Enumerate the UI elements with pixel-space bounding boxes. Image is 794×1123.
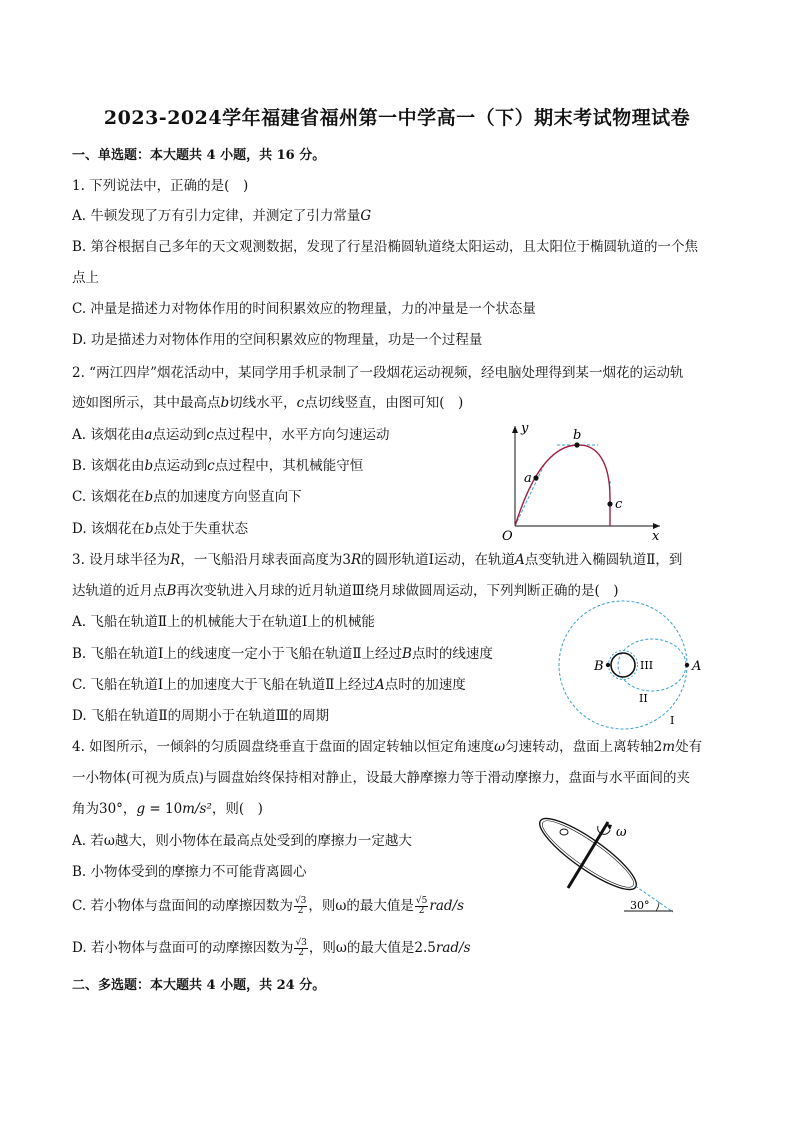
q4-stem-var: ω bbox=[494, 739, 506, 755]
q3-option-a: A. 飞船在轨道Ⅱ上的机械能大于在轨道Ⅰ上的机械能 bbox=[72, 614, 375, 630]
point-c bbox=[607, 501, 612, 506]
q2-option-d bbox=[72, 520, 248, 538]
q2-option-text: A. 该烟花由 bbox=[72, 427, 145, 443]
label-b: B bbox=[594, 659, 604, 674]
q4-stem-text: 角为30°， bbox=[72, 801, 137, 817]
q3-option-text: C. 飞船在轨道Ⅰ上的加速度大于飞船在轨道Ⅱ上经过 bbox=[72, 677, 375, 693]
q4-stem-text: 处有 bbox=[675, 739, 703, 755]
fraction-numerator: √3 bbox=[295, 938, 307, 948]
q3-stem-text: 达轨道的近月点 bbox=[72, 583, 167, 599]
q1-option-a-text: A. 牛顿发现了万有引力定律，并测定了引力常量 bbox=[72, 208, 361, 224]
q3-stem-text: 3. 设月球半径为 bbox=[72, 552, 171, 568]
q2-option-text: 点过程中，其机械能守恒 bbox=[214, 458, 364, 474]
fraction-denominator: 2 bbox=[418, 906, 425, 916]
q2-option-var: b bbox=[144, 521, 154, 537]
label-x: x bbox=[652, 529, 660, 542]
q4-option-b: B. 小物体受到的摩擦力不可能背离圆心 bbox=[72, 864, 307, 880]
q2-option-text: 点处于失重状态 bbox=[153, 521, 249, 537]
point-a bbox=[533, 475, 538, 480]
label-omega: ω bbox=[616, 825, 627, 840]
label-y: y bbox=[521, 421, 529, 436]
q2-trajectory-figure bbox=[500, 418, 670, 542]
q2-stem-text: 点切线竖直，由图可知( ) bbox=[304, 395, 464, 411]
q2-option-var: b bbox=[144, 458, 154, 474]
q2-option-text: 点的加速度方向竖直向下 bbox=[153, 489, 302, 505]
q2-option-b bbox=[72, 457, 363, 475]
q2-stem-line1: 2. “两江四岸”烟花活动中，某同学用手机录制了一段烟花运动视频，经电脑处理得到某一烟花的运动轨 bbox=[72, 365, 684, 381]
q4-tilted-disk-figure bbox=[528, 814, 678, 918]
q2-option-c bbox=[72, 488, 302, 506]
q1-option-a-var: G bbox=[360, 208, 372, 224]
small-object bbox=[560, 829, 568, 835]
fraction-denominator: 2 bbox=[298, 948, 305, 958]
q4-option-unit: rad/s bbox=[435, 940, 471, 956]
exam-title: 2023-2024学年福建省福州第一中学高一（下）期末考试物理试卷 bbox=[103, 107, 691, 129]
moon bbox=[611, 653, 635, 677]
q4-stem-line2: 一小物体(可视为质点)与圆盘始终保持相对静止，设最大静摩擦力等于滑动摩擦力，盘面与水平面间的夹 bbox=[72, 770, 691, 786]
q1-stem: 1. 下列说法中，正确的是( ) bbox=[72, 178, 249, 194]
label-b: b bbox=[573, 428, 582, 443]
q4-option-c bbox=[72, 897, 464, 916]
q3-option-d: D. 飞船在轨道Ⅱ的周期小于在轨道Ⅲ的周期 bbox=[72, 708, 330, 724]
q4-option-unit: rad/s bbox=[429, 898, 465, 914]
q3-stem-text: 再次变轨进入月球的近月轨道Ⅲ绕月球做圆周运动，下列判断正确的是( ) bbox=[176, 583, 619, 599]
q2-option-text: D. 该烟花在 bbox=[72, 521, 145, 537]
q4-stem-line1 bbox=[72, 738, 702, 756]
q4-stem-text: = 10 bbox=[145, 801, 183, 817]
fraction bbox=[294, 897, 307, 916]
label-orbit-i: I bbox=[670, 714, 675, 727]
q4-stem-text: 匀速转动，盘面上离转轴2 bbox=[505, 739, 663, 755]
q3-orbit-figure bbox=[556, 598, 716, 732]
q1-option-b-line2: 点上 bbox=[72, 270, 99, 286]
q2-option-text: 点运动到 bbox=[153, 458, 208, 474]
label-angle: 30° bbox=[630, 899, 650, 912]
q2-stem-var: b bbox=[220, 395, 230, 411]
q2-option-var: a bbox=[144, 427, 153, 443]
q3-option-text: 点时的加速度 bbox=[384, 677, 466, 693]
q2-stem-line2 bbox=[72, 394, 463, 412]
q4-option-text: ，则ω的最大值是2.5 bbox=[308, 940, 436, 956]
q2-option-var: b bbox=[144, 489, 154, 505]
point-a bbox=[685, 663, 689, 667]
q2-option-var: c bbox=[206, 427, 214, 443]
orbit-iii bbox=[609, 651, 638, 680]
label-a: a bbox=[524, 471, 532, 486]
q3-option-text: 点时的线速度 bbox=[411, 646, 493, 662]
q4-option-a: A. 若ω越大，则小物体在最高点处受到的摩擦力一定越大 bbox=[72, 833, 412, 849]
q4-stem-text: 4. 如图所示，一倾斜的匀质圆盘绕垂直于盘面的固定转轴以恒定角速度 bbox=[72, 739, 495, 755]
q3-stem-var: R bbox=[350, 552, 362, 568]
label-a: A bbox=[692, 659, 702, 674]
angle-arc bbox=[656, 902, 659, 911]
q4-option-text: C. 若小物体与盘面间的动摩擦因数为 bbox=[72, 898, 293, 914]
fraction bbox=[415, 897, 428, 916]
point-b bbox=[574, 442, 579, 447]
q4-stem-line3 bbox=[72, 800, 263, 818]
q1-option-a bbox=[72, 207, 371, 225]
q4-option-text: D. 若小物体与盘面可的动摩擦因数为 bbox=[72, 940, 294, 956]
q4-stem-var: g bbox=[136, 801, 146, 817]
fraction bbox=[294, 939, 307, 958]
q1-option-d: D. 功是描述力对物体作用的空间积累效应的物理量，功是一个过程量 bbox=[72, 332, 483, 348]
q4-option-d bbox=[72, 939, 471, 958]
label-orbit-ii: II bbox=[639, 692, 648, 705]
fraction-numerator: √3 bbox=[294, 896, 307, 906]
section-multiple-choice-heading: 二、多选题：本大题共 4 小题，共 24 分。 bbox=[72, 978, 326, 993]
q2-stem-var: c bbox=[296, 395, 305, 411]
q3-stem-text: 的圆形轨道Ⅰ运动，在轨道 bbox=[361, 552, 515, 568]
section-single-choice-heading: 一、单选题：本大题共 4 小题，共 16 分。 bbox=[72, 148, 326, 163]
q3-stem-var: A bbox=[514, 552, 525, 568]
label-c: c bbox=[615, 497, 623, 512]
fraction-numerator: √5 bbox=[415, 896, 428, 906]
rotation-arrowhead bbox=[606, 824, 612, 830]
q3-stem-text: 点变轨进入椭圆轨道Ⅱ，到 bbox=[524, 552, 683, 568]
q1-option-c: C. 冲量是描述力对物体作用的时间积累效应的物理量，力的冲量是一个状态量 bbox=[72, 301, 536, 317]
q2-option-text: C. 该烟花在 bbox=[72, 489, 145, 505]
q3-option-var: B bbox=[402, 646, 412, 662]
q3-option-var: A bbox=[374, 677, 385, 693]
q4-option-text: ，则ω的最大值是 bbox=[308, 898, 414, 914]
orbit-i bbox=[559, 601, 687, 729]
q4-stem-unit: m/s² bbox=[182, 801, 212, 817]
y-axis-arrow bbox=[512, 426, 518, 433]
q2-option-var: c bbox=[207, 458, 215, 474]
q3-stem-text: ，一飞船沿月球表面高度为3 bbox=[180, 552, 351, 568]
q2-stem-text: 迹如图所示，其中最高点 bbox=[72, 395, 221, 411]
fraction-denominator: 2 bbox=[297, 906, 304, 916]
q3-stem-line1 bbox=[72, 551, 682, 569]
point-b bbox=[606, 663, 610, 667]
label-origin: O bbox=[502, 529, 513, 542]
q4-stem-text: ，则( ) bbox=[211, 801, 263, 817]
q3-stem-var: B bbox=[166, 583, 177, 599]
q1-option-b-line1: B. 第谷根据自己多年的天文观测数据，发现了行星沿椭圆轨道绕太阳运动，且太阳位于椭圆轨道的一个焦 bbox=[72, 239, 699, 255]
q3-option-c bbox=[72, 676, 466, 694]
q4-stem-var: m bbox=[662, 739, 676, 755]
q3-option-text: B. 飞船在轨道Ⅰ上的线速度一定小于飞船在轨道Ⅱ上经过 bbox=[72, 646, 403, 662]
q3-option-b bbox=[72, 645, 493, 663]
q2-stem-text: 切线水平， bbox=[229, 395, 297, 411]
label-orbit-iii: III bbox=[640, 659, 654, 672]
q2-option-text: 点运动到 bbox=[152, 427, 207, 443]
q2-option-text: 点过程中，水平方向匀速运动 bbox=[213, 427, 390, 443]
q2-option-a bbox=[72, 426, 389, 444]
q3-stem-var: R bbox=[170, 552, 181, 568]
q2-option-text: B. 该烟花由 bbox=[72, 458, 145, 474]
q3-stem-line2 bbox=[72, 582, 618, 600]
